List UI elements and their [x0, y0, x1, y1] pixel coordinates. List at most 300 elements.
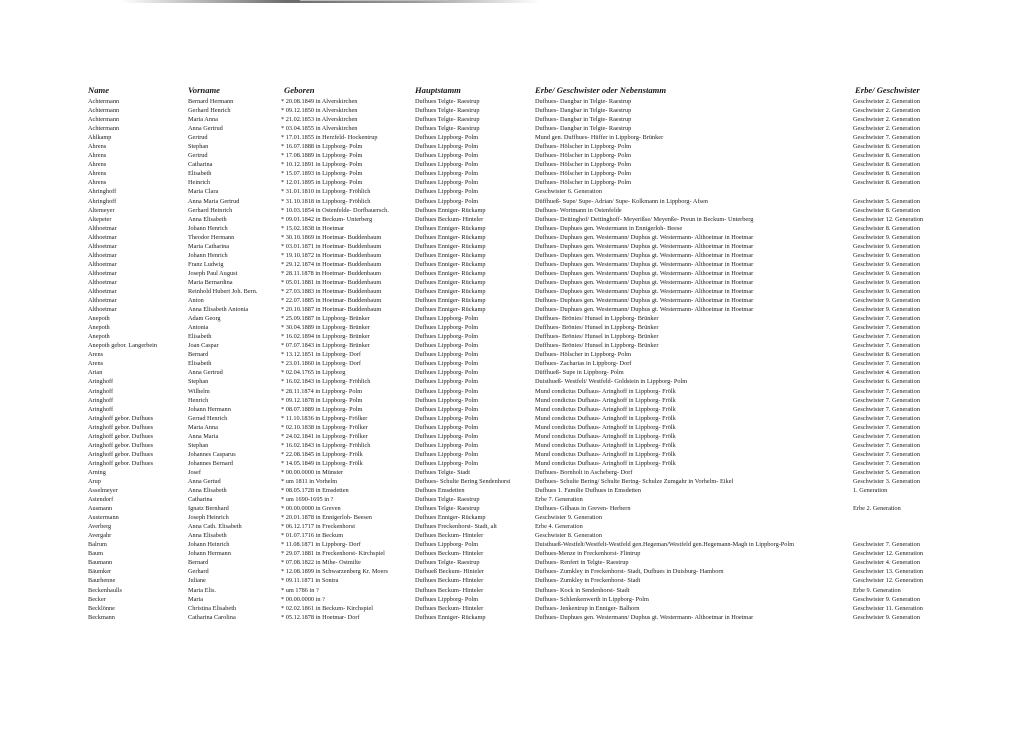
cell-geboren: * 09.11.1871 in Sontra [281, 577, 339, 585]
cell-geboren: * 15.02.1838 in Hoetmar [281, 224, 345, 232]
cell-erbe-nebenstamm: Mund gen. Duffhues- Hüffer in Lippborg- Brünker [535, 134, 664, 142]
cell-erbe-nebenstamm: Düffhueß- Supe/ Supe- Adrian/ Supe- Kolkmann in Lippborg- Afsen [535, 197, 708, 205]
table-row [0, 314, 1024, 323]
cell-hauptstamm: Dufhues Telgte- Stadt [415, 468, 471, 476]
cell-vorname: Christina Elisabeth [188, 604, 237, 612]
cell-name: Austermann [88, 514, 119, 522]
cell-geboren: * 10.12.1891 in Lippborg- Polm [281, 161, 363, 169]
cell-vorname: Elisabeth [188, 170, 212, 178]
cell-hauptstamm: Dufhues Telgte- Raestrup [415, 496, 480, 504]
cell-erbe-nebenstamm: Dufhues- Dangbar in Telgte- Raestrup [535, 116, 632, 124]
table-row [0, 396, 1024, 405]
cell-erbe-nebenstamm: Dufhues- Dangbar in Telgte- Raestrup [535, 107, 632, 115]
cell-erbe-nebenstamm: Dufhues- Duphues gen. Westermann/ Duphus gt. Westermann- Althoetmar in Hoetmar [535, 260, 754, 268]
cell-name: Ahrens [88, 152, 107, 160]
cell-vorname: Bernard Hermann [188, 98, 234, 105]
cell-hauptstamm: Dufhues Enniger- Rückamp [415, 514, 486, 522]
table-row [0, 586, 1024, 595]
table-body [0, 97, 1024, 622]
table-row [0, 432, 1024, 441]
cell-hauptstamm: Dufhues Lippborg- Polm [415, 324, 479, 332]
cell-erbe-nebenstamm: Dufhues- Zacharias in Lippborg- Dorf [535, 360, 632, 368]
cell-name: Anepoth [88, 333, 110, 341]
cell-geboren: * 29.12.1874 in Hoetmar- Buddenbaum [281, 260, 382, 268]
cell-vorname: Johannes Casparus [188, 450, 236, 458]
cell-vorname: Maria Clara [188, 188, 219, 196]
cell-erbe-geschwister: Geschwister 8. Generation [853, 224, 920, 232]
cell-vorname: Johann Henrich [188, 224, 228, 232]
cell-vorname: Catharina [188, 161, 213, 169]
table-row [0, 169, 1024, 178]
cell-geboren: * 11.10.1836 in Lippborg- Frölker [281, 414, 368, 422]
cell-hauptstamm: Dufhues Beckum- Hinteler [415, 215, 484, 223]
cell-vorname: Joseph Paul August [188, 269, 238, 277]
header-erbe-nebenstamm: Erbe/ Geschwister oder Nebenstamm [535, 85, 667, 95]
cell-erbe-geschwister: Geschwister 7. Generation [853, 324, 920, 332]
cell-hauptstamm: Dufhues Enniger- Rückamp [415, 278, 486, 286]
cell-vorname: Catharina Carolina [188, 613, 236, 621]
cell-name: Ahlkamp [88, 134, 112, 142]
cell-erbe-geschwister: Geschwister 7. Generation [853, 342, 920, 350]
cell-hauptstamm: Dufhues Lippborg- Polm [415, 414, 479, 422]
cell-erbe-geschwister: Geschwister 9. Generation [853, 613, 920, 621]
table-row [0, 233, 1024, 242]
cell-name: Althoetmar [88, 306, 117, 314]
cell-name: Aringhoff gebor. Dufhues [88, 432, 154, 440]
cell-erbe-geschwister: Geschwister 2. Generation [853, 107, 920, 115]
cell-vorname: Elisabeth [188, 333, 212, 341]
cell-name: Aringhoff gebor. Dufhues [88, 450, 154, 458]
cell-erbe-geschwister: Geschwister 5. Generation [853, 197, 920, 205]
cell-geboren: * 16.02.1843 in Lippborg- Fröhlich [281, 378, 371, 386]
cell-erbe-nebenstamm: Dufhues 1. Familie Dufhues in Emsdetten [535, 487, 641, 495]
cell-erbe-geschwister: Geschwister 9. Generation [853, 260, 920, 268]
cell-name: Astendorf [88, 496, 114, 504]
cell-name: Becklönne [88, 604, 115, 612]
cell-name: Aringhoff gebor. Dufhues [88, 414, 154, 422]
cell-name: Beckmann [88, 613, 115, 621]
cell-hauptstamm: Dufhues Lippborg- Polm [415, 387, 479, 395]
cell-hauptstamm: Dufhues Lippborg- Polm [415, 459, 479, 467]
cell-name: Anepoth gebor. Langerbein [88, 342, 158, 350]
cell-erbe-nebenstamm: Dufhues-Menze in Freckenhorst- Flintrup [535, 550, 641, 558]
cell-hauptstamm: Dufhues Enniger- Rückamp [415, 297, 486, 305]
cell-erbe-nebenstamm: Duisthueß- Westfelt/ Westfeld- Goldstein in Lippborg- Polm [535, 378, 688, 386]
table-row [0, 387, 1024, 396]
cell-name: Arian [88, 369, 103, 377]
table-row [0, 341, 1024, 350]
cell-hauptstamm: Dufhues Lippborg- Polm [415, 441, 479, 449]
table-row [0, 269, 1024, 278]
cell-hauptstamm: Dufhues Lippborg- Polm [415, 179, 479, 187]
cell-vorname: Juliane [188, 577, 206, 585]
cell-geboren: * 02.04.1765 in Lippborg [281, 369, 346, 377]
cell-geboren: * um 1690-1695 in ? [281, 496, 334, 504]
cell-hauptstamm: Dufhues Lippborg- Polm [415, 595, 479, 603]
cell-geboren: * 13.12.1851 in Lippborg- Dorf [281, 351, 361, 359]
cell-hauptstamm: Dufhues Lippborg- Polm [415, 134, 479, 142]
cell-hauptstamm: Dufhues Telgte- Raestrup [415, 505, 480, 513]
cell-name: Altemeyer [88, 206, 115, 214]
cell-erbe-nebenstamm: Mund condictus Dufhaus- Aringhoff in Lippborg- Frölk [535, 441, 676, 449]
cell-erbe-nebenstamm: Geschwister 6. Generation [535, 188, 602, 196]
cell-name: Aringhoff [88, 405, 114, 413]
cell-vorname: Joan Caspar [188, 342, 219, 350]
cell-name: Althoetmar [88, 251, 117, 259]
cell-hauptstamm: Dufhues Lippborg- Polm [415, 405, 479, 413]
cell-hauptstamm: Dufhues Enniger- Rückamp [415, 287, 486, 295]
table-row [0, 595, 1024, 604]
cell-erbe-geschwister: Geschwister 7. Generation [853, 405, 920, 413]
cell-hauptstamm: Dufhues Telgte- Raestrup [415, 559, 480, 567]
cell-erbe-nebenstamm: Dufhues- Duphues gen. Westermann in Ennigerloh- Beese [535, 224, 683, 232]
cell-geboren: * 09.12.1850 in Alverskirchen [281, 107, 358, 115]
table-row [0, 215, 1024, 224]
cell-erbe-nebenstamm: Dufhues- Hölscher in Lippborg- Polm [535, 143, 632, 151]
table-row [0, 260, 1024, 269]
cell-hauptstamm: Dufhues Enniger- Rückamp [415, 242, 486, 250]
cell-name: Althoetmar [88, 224, 117, 232]
cell-name: Althoetmar [88, 260, 117, 268]
cell-name: Ahrens [88, 179, 107, 187]
cell-erbe-nebenstamm: Geschwister 8. Generation [535, 532, 602, 540]
cell-name: Aringhoff [88, 396, 114, 404]
cell-name: Baumann [88, 559, 113, 567]
cell-hauptstamm: Dufhues Lippborg- Polm [415, 450, 479, 458]
cell-geboren: * 09.12.1878 in Lippborg- Polm [281, 396, 363, 404]
cell-erbe-geschwister: Geschwister 8. Generation [853, 206, 920, 214]
table-row [0, 540, 1024, 549]
cell-erbe-nebenstamm: Duffhues- Brönies/ Hunsel in Lippborg- Brünker [535, 324, 659, 332]
table-row [0, 486, 1024, 495]
cell-erbe-nebenstamm: Dufhues- Dangbar in Telgte- Raestrup [535, 98, 632, 105]
cell-vorname: Maria Bernardina [188, 278, 233, 286]
cell-erbe-nebenstamm: Düffhueß- Supe in Lippborg- Polm [535, 369, 624, 377]
cell-hauptstamm: Dufhues Enniger- Rückamp [415, 269, 486, 277]
table-row [0, 576, 1024, 585]
cell-erbe-nebenstamm: Dufhues- Duphues gen. Westermann/ Duphus gt. Westermann- Althoetmar in Hoetmar [535, 306, 754, 314]
cell-erbe-nebenstamm: Mund condictus Dufhaus- Aringhoff in Lippborg- Frölk [535, 396, 676, 404]
cell-erbe-nebenstamm: Dufhues- Deitinghof/ Deitinghoff- Meyerißse/ Meyenße- Preun in Beckum- Unterberg [535, 215, 754, 223]
cell-vorname: Anna Gertud [188, 477, 221, 485]
cell-erbe-nebenstamm: Dufhues- Hölscher in Lippborg- Polm [535, 179, 632, 187]
cell-vorname: Anna Gertrud [188, 125, 223, 133]
cell-erbe-geschwister: Geschwister 7. Generation [853, 450, 920, 458]
cell-name: Aringhoff gebor. Dufhues [88, 441, 154, 449]
cell-geboren: * 16.02.1843 in Lippborg- Fröhlich [281, 441, 371, 449]
cell-erbe-geschwister: Geschwister 7. Generation [853, 396, 920, 404]
cell-erbe-geschwister: Geschwister 9. Generation [853, 306, 920, 314]
table-row [0, 504, 1024, 513]
cell-name: Asselmeyer [88, 487, 118, 495]
cell-geboren: * 05.12.1878 in Hoetmar- Dorf [281, 613, 360, 621]
cell-geboren: * 27.03.1883 in Hoetmar- Buddenbaum [281, 287, 382, 295]
cell-geboren: * 30.10.1869 in Hoetmar- Buddenbaum [281, 233, 382, 241]
cell-erbe-nebenstamm: Dufhues- Bornholt in Ascheberg- Dorf [535, 468, 633, 476]
cell-erbe-nebenstamm: Mund condictus Dufhaus- Aringhoff in Lippborg- Frölk [535, 432, 676, 440]
cell-hauptstamm: Dufhues Enniger- Rückamp [415, 260, 486, 268]
table-row [0, 459, 1024, 468]
cell-name: Ausmann [88, 505, 113, 513]
cell-vorname: Theodor Hermann [188, 233, 235, 241]
cell-erbe-geschwister: Geschwister 12. Generation [853, 215, 924, 223]
table-row [0, 115, 1024, 124]
cell-vorname: Reinhold Hubert Joh. Bern. [188, 287, 258, 295]
cell-hauptstamm: Dufhues Telgte- Raestrup [415, 107, 480, 115]
cell-geboren: * 29.07.1881 in Freckenhorst- Kirchspiel [281, 550, 385, 558]
cell-vorname: Anna Maria [188, 432, 219, 440]
cell-erbe-geschwister: Geschwister 9. Generation [853, 233, 920, 241]
cell-erbe-nebenstamm: Dufhues- Zumkley in Freckenhorst- Stadt, Dufhues in Duisburg- Hamborn [535, 568, 724, 576]
cell-name: Ahrens [88, 161, 107, 169]
cell-vorname: Gerrad Henrich [188, 414, 228, 422]
cell-geboren: * 11.08.1871 in Lippborg- Dorf [281, 541, 361, 549]
cell-geboren: * 14.05.1849 in Lippborg- Frölk [281, 459, 363, 467]
cell-hauptstamm: Dufhues Enniger- Rückamp [415, 206, 486, 214]
cell-vorname: Gertrud [188, 134, 208, 142]
cell-erbe-geschwister: Geschwister 7. Generation [853, 315, 920, 323]
cell-erbe-geschwister: Geschwister 9. Generation [853, 287, 920, 295]
table-row [0, 206, 1024, 215]
cell-hauptstamm: Dufhues Freckenhorst- Stadt, alt [415, 523, 497, 531]
cell-name: Averberg [88, 523, 112, 531]
cell-hauptstamm: Dufhues Lippborg- Polm [415, 188, 479, 196]
cell-erbe-geschwister: Geschwister 8. Generation [853, 170, 920, 178]
cell-name: Althoetmar [88, 278, 117, 286]
cell-geboren: * 07.08.1822 in Mihe- Ostmilte [281, 559, 361, 567]
cell-geboren: * 12.01.1895 in Lippborg- Polm [281, 179, 363, 187]
cell-erbe-geschwister: Geschwister 2. Generation [853, 98, 920, 105]
cell-name: Aringhoff gebor. Dufhues [88, 459, 154, 467]
cell-erbe-nebenstamm: Mund condictus Dufhaus- Aringhoff in Lippborg- Frölk [535, 405, 676, 413]
table-row [0, 377, 1024, 386]
cell-name: Althoetmar [88, 287, 117, 295]
cell-erbe-nebenstamm: Mund condictus Dufhaus- Aringhoff in Lippborg- Frölk [535, 414, 676, 422]
cell-vorname: Adam Georg [188, 315, 221, 323]
cell-vorname: Anna Elisabeth [188, 487, 227, 495]
cell-vorname: Stephan [188, 441, 209, 449]
header-geboren: Geboren [284, 85, 315, 95]
cell-geboren: * 20.08.1849 in Alverskirchen [281, 98, 358, 105]
cell-vorname: Maria Anna [188, 423, 218, 431]
cell-erbe-nebenstamm: Duffhues- Brönies/ Hunsel in Lippborg- Brünker [535, 333, 659, 341]
cell-erbe-nebenstamm: Dufhues- Duphues gen. Westermann/ Duphus gt. Westermann- Althoetmar in Hoetmar [535, 242, 754, 250]
cell-geboren: * 31.10.1818 in Lippborg- Fröhlich [281, 197, 371, 205]
table-row [0, 251, 1024, 260]
cell-vorname: Gertrud [188, 152, 208, 160]
cell-erbe-nebenstamm: Dufhues- Dangbar in Telgte- Raestrup [535, 125, 632, 133]
cell-erbe-geschwister: Erbe 2. Generation [853, 505, 901, 513]
table-row [0, 513, 1024, 522]
cell-vorname: Josef [188, 468, 201, 476]
table-row [0, 531, 1024, 540]
cell-hauptstamm: Dufhues Lippborg- Polm [415, 396, 479, 404]
cell-erbe-geschwister: Geschwister 7. Generation [853, 414, 920, 422]
cell-erbe-nebenstamm: Erbe 4. Generation [535, 523, 583, 531]
cell-vorname: Anna Elisabeth [188, 215, 227, 223]
cell-erbe-nebenstamm: Dufhues- Hölscher in Lippborg- Polm [535, 161, 632, 169]
cell-hauptstamm: Dufhues Emsdetten [415, 487, 465, 495]
cell-geboren: * 00.00.0000 in Münster [281, 468, 344, 476]
table-row [0, 441, 1024, 450]
cell-geboren: * 12.08.1899 in Schwarzenberg Kr. Moers [281, 568, 388, 576]
table-row [0, 414, 1024, 423]
cell-hauptstamm: Dufhues Lippborg- Polm [415, 423, 479, 431]
cell-name: Aringhoff [88, 387, 114, 395]
cell-erbe-nebenstamm: Duffhues- Brönies/ Hunsel in Lippborg- Brünker [535, 315, 659, 323]
cell-erbe-nebenstamm: Dufhues- Renfert in Telgte- Raestrup [535, 559, 629, 567]
cell-hauptstamm: Dufhues Beckum- Hinteler [415, 550, 484, 558]
table-row [0, 613, 1024, 622]
table-row [0, 350, 1024, 359]
cell-vorname: Maria Elis. [188, 586, 216, 594]
table-header [0, 84, 1024, 97]
cell-hauptstamm: Dufhues Lippborg- Polm [415, 170, 479, 178]
cell-hauptstamm: Dufhues Telgte- Raestrup [415, 125, 480, 133]
cell-vorname: Catharina [188, 496, 213, 504]
cell-erbe-nebenstamm: Dufhues- Zumkley in Freckenhorst- Stadt [535, 577, 641, 585]
cell-hauptstamm: Dufhues Enniger- Rückamp [415, 306, 486, 314]
cell-name: Achtermann [88, 107, 120, 115]
cell-erbe-nebenstamm: Erbe 7. Generation [535, 496, 583, 504]
cell-name: Baurhenne [88, 577, 116, 585]
cell-hauptstamm: Dufhues Lippborg- Polm [415, 143, 479, 151]
table-row [0, 522, 1024, 531]
cell-geboren: * 08.05.1728 in Emsdetten [281, 487, 349, 495]
cell-geboren: * 02.10.1838 in Lippborg- Frölker [281, 423, 368, 431]
cell-geboren: * 07.07.1843 in Lippborg- Brünker [281, 342, 370, 350]
cell-erbe-geschwister: Geschwister 9. Generation [853, 269, 920, 277]
cell-vorname: Johann Hermann [188, 405, 231, 413]
cell-erbe-nebenstamm: Dufhues- Duphues gen. Westermann/ Duphus gt. Westermann- Althoetmar in Hoetmar [535, 269, 754, 277]
cell-vorname: Wilhelm [188, 387, 210, 395]
cell-geboren: * 03.01.1871 in Hoetmar- Buddenbaum [281, 242, 382, 250]
cell-vorname: Elisabeth [188, 360, 212, 368]
cell-geboren: * 31.01.1810 in Lippborg- Fröhlich [281, 188, 371, 196]
cell-geboren: * 02.02.1861 in Beckum- Kirchspiel [281, 604, 373, 612]
cell-vorname: Bernard [188, 559, 209, 567]
scan-shadow-line [300, 0, 450, 1]
cell-name: Althoetmar [88, 269, 117, 277]
cell-geboren: * 25.09.1887 in Lippborg- Brünker [281, 315, 370, 323]
cell-geboren: * 21.02.1853 in Alverskirchen [281, 116, 358, 124]
cell-erbe-nebenstamm: Dufhues- Gilhaus in Greven- Herbern [535, 505, 631, 513]
header-erbe-geschwister: Erbe/ Geschwister [855, 85, 920, 95]
table-row [0, 450, 1024, 459]
cell-hauptstamm: Dufhues Beckum- Hinteler [415, 577, 484, 585]
cell-geboren: * 06.12.1717 in Freckenhorst [281, 523, 355, 531]
cell-hauptstamm: Dufhues Beckum- Hinteler [415, 604, 484, 612]
cell-geboren: * 09.01.1842 in Beckum- Unterberg [281, 215, 373, 223]
cell-erbe-nebenstamm: Dufhues- Duphues gen. Westermann/ Duphus gt. Westermann- Althoetmar in Hoetmar [535, 251, 754, 259]
cell-hauptstamm: Dufhues Beckum- Hinteler [415, 586, 484, 594]
table-row [0, 151, 1024, 160]
cell-name: Ahringhoff [88, 188, 117, 196]
cell-vorname: Anna Gertrud [188, 369, 223, 377]
cell-name: Althoetmar [88, 233, 117, 241]
cell-vorname: Antonia [188, 324, 209, 332]
cell-vorname: Johann Hermann [188, 550, 231, 558]
cell-erbe-geschwister: Geschwister 9. Generation [853, 242, 920, 250]
table-row [0, 332, 1024, 341]
cell-erbe-geschwister: Geschwister 8. Generation [853, 351, 920, 359]
table-row [0, 160, 1024, 169]
table-row [0, 142, 1024, 151]
cell-vorname: Gerhard Henrich [188, 107, 231, 115]
cell-name: Althoetmar [88, 242, 117, 250]
table-row [0, 224, 1024, 233]
cell-erbe-nebenstamm: Duisthueß-Westfelt/Westfelt-Westfeld gen.Hegeman/Westfeld gen.Hegemann-Magh in Lippborg-Polm [535, 541, 795, 549]
cell-hauptstamm: Dufhues Lippborg- Polm [415, 351, 479, 359]
cell-erbe-nebenstamm: Dufhues- Schlenkenwerth in Lippborg- Polm [535, 595, 649, 603]
cell-geboren: * 28.11.1874 in Lippborg- Polm [281, 387, 363, 395]
table-row [0, 423, 1024, 432]
table-row [0, 124, 1024, 133]
cell-hauptstamm: Dufhues Lippborg- Polm [415, 541, 479, 549]
table-row [0, 558, 1024, 567]
cell-geboren: * 20.10.1887 in Hoetmar- Buddenbaum [281, 306, 382, 314]
table-row [0, 477, 1024, 486]
cell-geboren: * 01.07.1716 in Beckum [281, 532, 344, 540]
cell-geboren: * 17.01.1855 in Herzfeld- Hockentrup [281, 134, 378, 142]
cell-vorname: Maria Catharina [188, 242, 230, 250]
cell-hauptstamm: Dufhues Lippborg- Polm [415, 369, 479, 377]
table-row [0, 549, 1024, 558]
cell-erbe-geschwister: Geschwister 7. Generation [853, 387, 920, 395]
cell-erbe-nebenstamm: Dufhues- Duphues gen. Westermann/ Duphus gt. Westermann- Althoetmar in Hoetmar [535, 233, 754, 241]
cell-erbe-nebenstamm: Dufhues- Kock in Sendenhorst- Stadt [535, 586, 630, 594]
cell-hauptstamm: Dufhues Enniger- Rückamp [415, 224, 486, 232]
cell-hauptstamm: Dufhues Enniger- Rückamp [415, 613, 486, 621]
cell-name: Baum [88, 550, 104, 558]
cell-geboren: * um 1811 in Vorhelm [281, 477, 338, 485]
cell-vorname: Maria [188, 595, 204, 603]
cell-geboren: * 16.07.1888 in Lippborg- Polm [281, 143, 363, 151]
cell-vorname: Henrich [188, 396, 209, 404]
cell-erbe-nebenstamm: Dufhues- Schulte Bering/ Schulte Bering- Schulze Zumgahr in Vorhelm- Eikel [535, 477, 734, 485]
table-row [0, 296, 1024, 305]
cell-vorname: Anna Cath. Elisabeth [188, 523, 242, 531]
cell-geboren: * 23.01.1860 in Lippborg- Dorf [281, 360, 361, 368]
cell-vorname: Anton [188, 297, 204, 305]
cell-geboren: * 10.03.1854 in Ostenfelde- Dorfbauersch. [281, 206, 389, 214]
cell-erbe-geschwister: Geschwister 7. Generation [853, 432, 920, 440]
cell-erbe-geschwister: Geschwister 7. Generation [853, 541, 920, 549]
cell-geboren: * 30.04.1889 in Lippborg- Brünker [281, 324, 370, 332]
table-row [0, 368, 1024, 377]
cell-hauptstamm: Dufhues- Schulte Bering Sendenhorst [415, 477, 511, 485]
table-row [0, 323, 1024, 332]
header-hauptstamm: Hauptstamm [415, 85, 461, 95]
cell-name: Ahringhoff [88, 197, 117, 205]
cell-erbe-nebenstamm: Dufhues- Jenkentrup in Enniger- Balhorn [535, 604, 640, 612]
cell-vorname: Joseph Heinrich [188, 514, 229, 522]
cell-erbe-nebenstamm: Geschwister 9. Generation [535, 514, 602, 522]
cell-erbe-geschwister: 1. Generation [853, 487, 888, 495]
cell-name: Arens [88, 351, 104, 359]
cell-hauptstamm: Dufhues Lippborg- Polm [415, 161, 479, 169]
cell-hauptstamm: Dufhues Lippborg- Polm [415, 360, 479, 368]
cell-hauptstamm: Dufhues Lippborg- Polm [415, 152, 479, 160]
cell-vorname: Franz Ludwig [188, 260, 224, 268]
cell-hauptstamm: Dufhues Telgte- Raestrup [415, 116, 480, 124]
header-vorname: Vorname [188, 85, 220, 95]
cell-erbe-nebenstamm: Mund condictus Dufhaus- Aringhoff in Lippborg- Frölk [535, 459, 676, 467]
table-row [0, 405, 1024, 414]
cell-geboren: * 00.00.0000 in ? [281, 595, 325, 603]
cell-name: Ahrens [88, 143, 107, 151]
cell-geboren: * 19.10.1872 in Hoetmar- Buddenbaum [281, 251, 382, 259]
